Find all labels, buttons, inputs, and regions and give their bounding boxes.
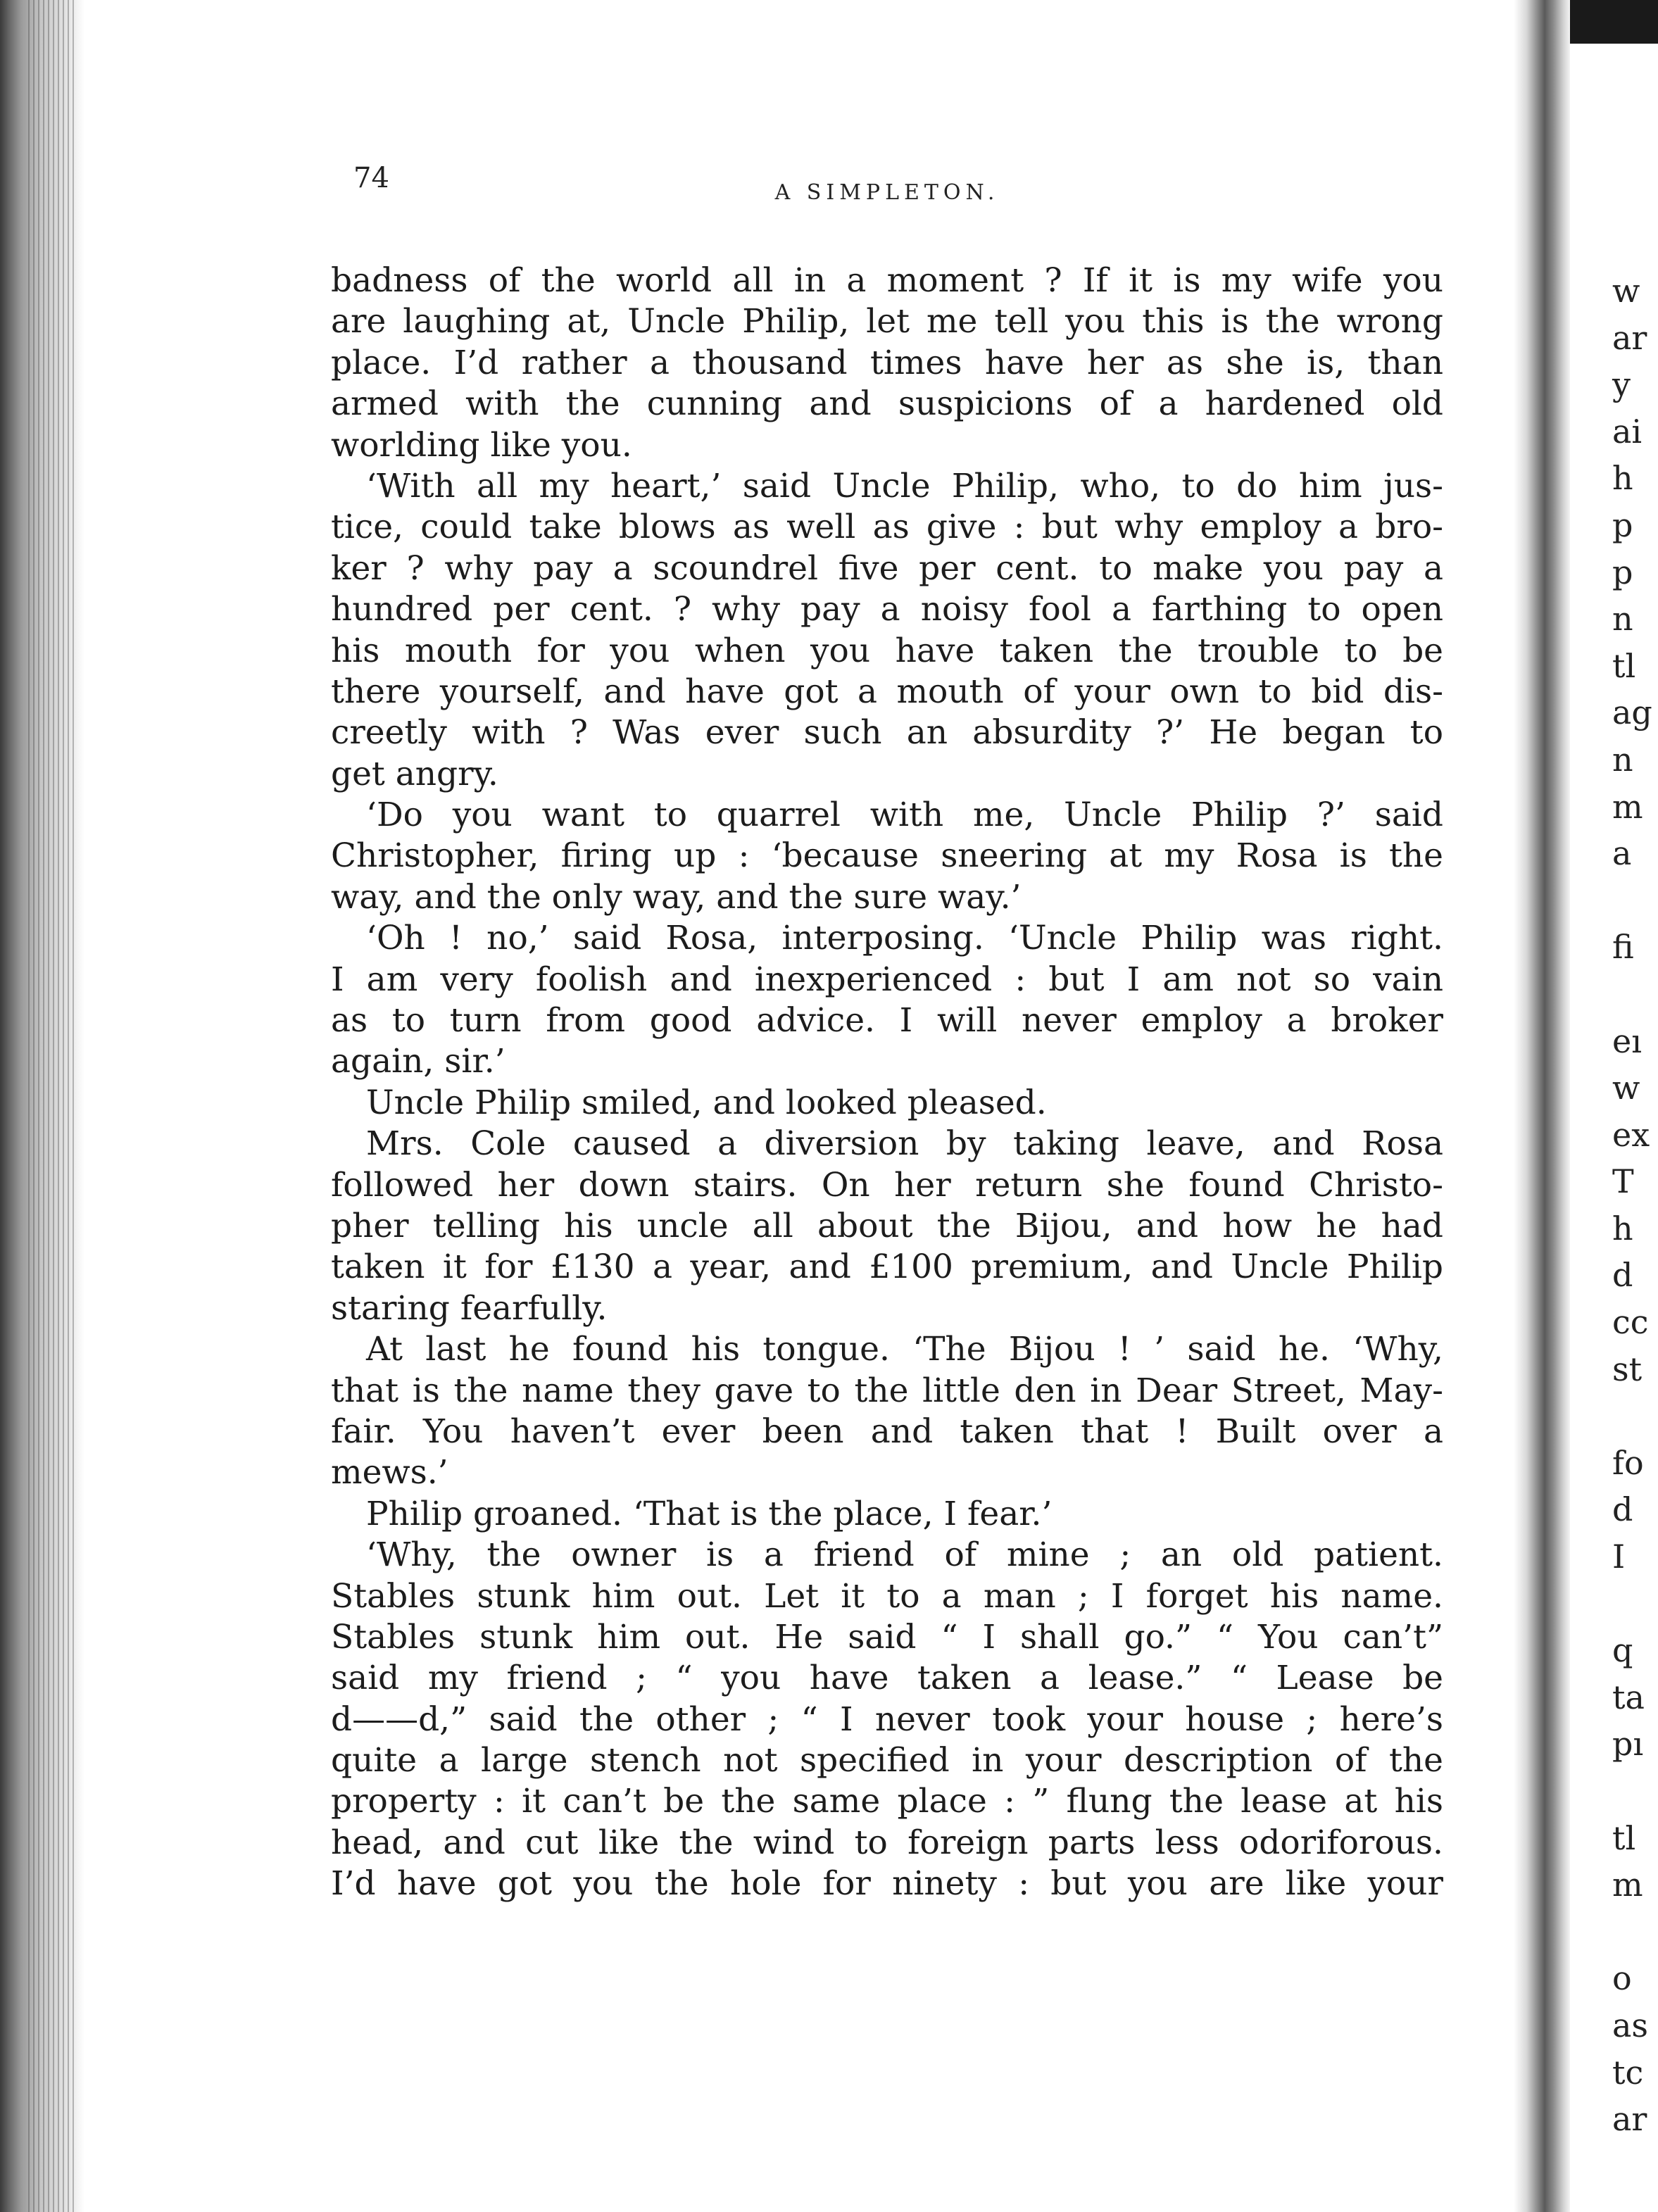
facing-page-line-fragment: o	[1612, 1959, 1632, 1998]
facing-page-line-fragment: ag	[1612, 693, 1652, 732]
text-line: taken it for £130 a year, and £100 premium, and Uncle Philip	[331, 1248, 1443, 1287]
text-line: quite a large stench not specified in your description of the	[331, 1741, 1443, 1780]
text-line: creetly with ? Was ever such an absurdity ?’ He began to	[331, 713, 1443, 753]
facing-page-line-fragment: tc	[1612, 2053, 1644, 2092]
text-line: his mouth for you when you have taken the trouble to be	[331, 631, 1443, 670]
facing-page-line-fragment: I	[1612, 1538, 1626, 1576]
facing-page-line-fragment: ar	[1612, 2100, 1647, 2139]
text-line: fair. You haven’t ever been and taken that ! Built over a	[331, 1412, 1443, 1451]
facing-page-line-fragment: tl	[1612, 1818, 1636, 1857]
text-line: that is the name they gave to the little den in Dear Street, May-	[331, 1371, 1443, 1410]
text-line: hundred per cent. ? why pay a noisy fool a farthing to open	[331, 590, 1443, 629]
facing-page-line-fragment: tl	[1612, 646, 1636, 685]
facing-page-line-fragment: p	[1612, 505, 1633, 544]
facing-page-line-fragment	[1612, 877, 1658, 924]
facing-page-line-fragment: m	[1612, 1866, 1643, 1904]
text-line: armed with the cunning and suspicions of a hardened old	[331, 384, 1443, 424]
text-line: I’d have got you the hole for ninety : but you are like your	[331, 1864, 1443, 1904]
facing-page-line-fragment: n	[1612, 600, 1633, 639]
facing-page-line-fragment	[1612, 971, 1658, 1018]
text-line: get angry.	[331, 754, 498, 793]
text-line: Stables stunk him out. Let it to a man ; I forget his name.	[331, 1576, 1443, 1616]
facing-page-line-fragment: w	[1612, 1069, 1640, 1107]
facing-page-line-fragment: d	[1612, 1256, 1633, 1295]
facing-page-line-fragment: cc	[1612, 1303, 1649, 1342]
facing-page-line-fragment: as	[1612, 2006, 1649, 2044]
text-line: ker ? why pay a scoundrel five per cent. to make you pay a	[331, 548, 1443, 588]
facing-page-line-fragment: ai	[1612, 412, 1643, 451]
text-line: pher telling his uncle all about the Bijou, and how he had	[331, 1206, 1443, 1245]
facing-page-line-fragment: h	[1612, 459, 1633, 498]
text-line: d——d,” said the other ; “ I never took your house ; here’s	[331, 1699, 1443, 1739]
text-line: worlding like you.	[331, 425, 632, 465]
text-line: Uncle Philip smiled, and looked pleased.	[366, 1083, 1047, 1122]
text-line: ‘Do you want to quarrel with me, Uncle Philip ?’ said	[366, 796, 1443, 835]
text-line: followed her down stairs. On her return she found Christo-	[331, 1165, 1443, 1205]
text-line: ‘Why, the owner is a friend of mine ; an old patient.	[366, 1535, 1443, 1575]
text-line: staring fearfully.	[331, 1288, 608, 1328]
facing-page-line-fragment	[1612, 1768, 1658, 1815]
text-line: tice, could take blows as well as give : but why employ a bro-	[331, 508, 1443, 547]
text-line: Philip groaned. ‘That is the place, I fear.’	[366, 1494, 1053, 1533]
facing-page-fragment	[1612, 268, 1658, 2139]
running-title: A SIMPLETON.	[774, 180, 1000, 205]
text-line: place. I’d rather a thousand times have her as she is, than	[331, 343, 1443, 382]
facing-page-line-fragment: pı	[1612, 1725, 1644, 1764]
facing-page-line-fragment: a	[1612, 834, 1632, 873]
facing-page-line-fragment: st	[1612, 1350, 1643, 1388]
text-line: head, and cut like the wind to foreign parts less odoriforous.	[331, 1823, 1443, 1862]
spine-gutter-shadow	[1514, 0, 1570, 2212]
text-line: property : it can’t be the same place : ” flung the lease at his	[331, 1782, 1443, 1821]
body-text	[331, 260, 1443, 1905]
facing-page-line-fragment: h	[1612, 1209, 1633, 1248]
text-line: said my friend ; “ you have taken a lease.” “ Lease be	[331, 1659, 1443, 1698]
text-line: Christopher, firing up : ‘because sneering at my Rosa is the	[331, 836, 1443, 876]
facing-page-line-fragment: p	[1612, 553, 1633, 591]
facing-page-line-fragment: y	[1612, 365, 1631, 404]
facing-page-line-fragment: fi	[1612, 928, 1634, 967]
running-head	[331, 148, 1443, 215]
facing-page-line-fragment: m	[1612, 787, 1643, 826]
text-line: are laughing at, Uncle Philip, let me tell you this is the wrong	[331, 302, 1443, 341]
text-line: At last he found his tongue. ‘The Bijou ! ’ said he. ‘Why,	[366, 1330, 1443, 1369]
text-line: I am very foolish and inexperienced : but I am not so vain	[331, 960, 1443, 999]
text-line: ‘Oh ! no,’ said Rosa, interposing. ‘Uncle Philip was right.	[366, 919, 1443, 958]
facing-page-line-fragment: ta	[1612, 1678, 1645, 1716]
scan-background-corner	[1570, 0, 1658, 44]
text-line: again, sir.’	[331, 1042, 505, 1081]
text-line: Mrs. Cole caused a diversion by taking leave, and Rosa	[366, 1124, 1443, 1164]
text-line: Stables stunk him out. He said “ I shall go.” “ You can’t”	[331, 1617, 1443, 1657]
facing-page-line-fragment: fo	[1612, 1443, 1644, 1482]
page-number: 74	[353, 162, 389, 194]
facing-page-line-fragment	[1612, 1909, 1658, 1956]
text-line: badness of the world all in a moment ? If it is my wife you	[331, 261, 1443, 300]
facing-page-line-fragment	[1612, 1393, 1658, 1440]
facing-page-line-fragment: w	[1612, 272, 1640, 310]
facing-page-line-fragment: T	[1612, 1162, 1634, 1201]
facing-page-line-fragment: d	[1612, 1490, 1633, 1529]
left-page-stack-lines	[28, 0, 77, 2212]
text-line: there yourself, and have got a mouth of your own to bid dis-	[331, 672, 1443, 711]
facing-page-line-fragment: q	[1612, 1631, 1633, 1670]
text-line: ‘With all my heart,’ said Uncle Philip, who, to do him jus-	[366, 466, 1443, 505]
facing-page-line-fragment: ex	[1612, 1115, 1650, 1154]
facing-page-line-fragment: ar	[1612, 318, 1647, 357]
facing-page-line-fragment: n	[1612, 740, 1633, 779]
text-line: as to turn from good advice. I will never employ a broker	[331, 1001, 1443, 1041]
book-page	[331, 148, 1443, 2006]
text-line: way, and the only way, and the sure way.’	[331, 877, 1022, 917]
facing-page-line-fragment	[1612, 1581, 1658, 1628]
facing-page-line-fragment: eı	[1612, 1022, 1642, 1060]
text-line: mews.’	[331, 1453, 448, 1493]
